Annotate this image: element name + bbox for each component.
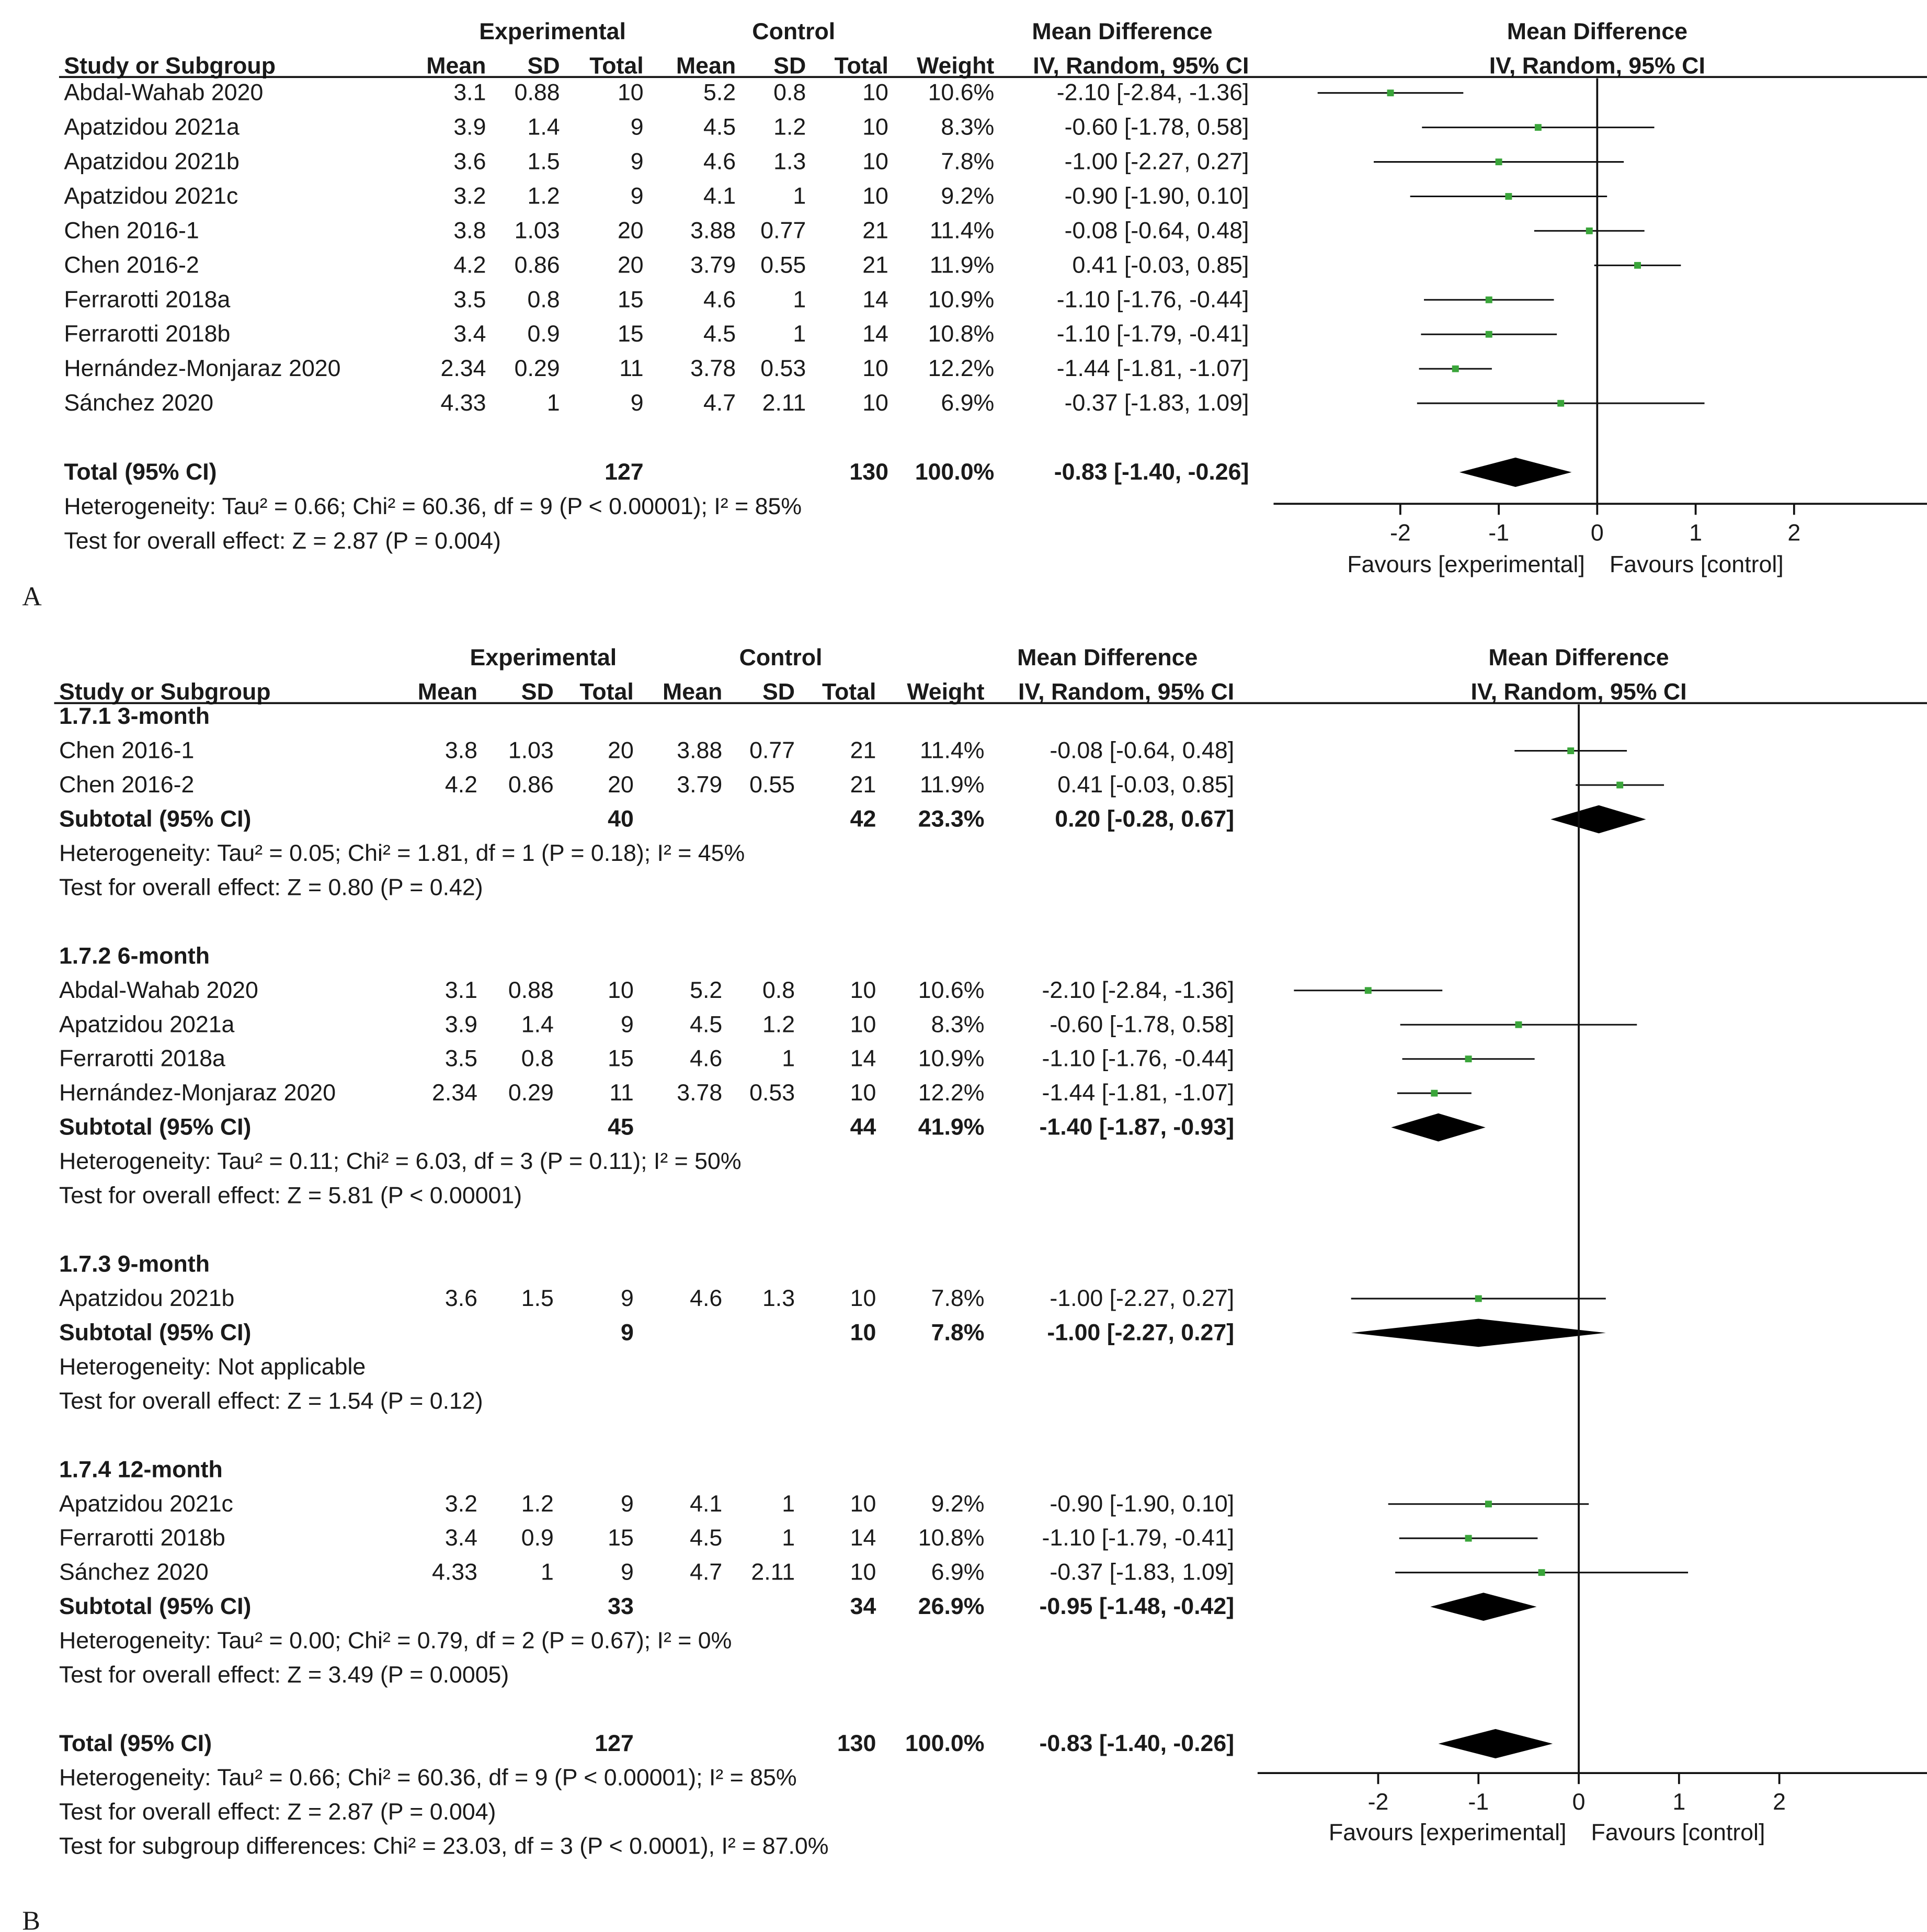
ctl-mean-value: 5.2 [703,79,736,106]
exp-mean-value: 2.34 [440,356,486,382]
weight-header: Weight [907,679,985,705]
statistics-note: Test for overall effect: Z = 5.81 (P < 0.00001) [59,1183,522,1209]
effect-ci-value: -0.08 [-0.64, 0.48] [1064,218,1249,244]
x-tick-label: -1 [1488,520,1509,546]
plot-method-header: IV, Random, 95% CI [1489,53,1705,79]
exp-total-value: 11 [609,1080,634,1106]
weight-value: 7.8% [931,1320,985,1346]
ctl-sd-value: 1 [793,183,806,209]
weight-value: 11.4% [920,737,985,764]
exp-total-value: 15 [608,1525,634,1551]
exp-mean-value: 2.34 [432,1080,478,1106]
favours-control-label: Favours [control] [1591,1820,1765,1846]
ctl-sd-header: SD [762,679,795,705]
ctl-total-value: 10 [862,79,888,106]
ctl-mean-header: Mean [663,679,723,705]
ctl-total-value: 10 [862,390,888,416]
effect-ci-value: 0.41 [-0.03, 0.85] [1072,252,1249,278]
panel-label: B [22,1906,40,1932]
weight-value: 10.6% [918,977,985,1003]
exp-total-value: 40 [608,806,634,832]
weight-value: 11.9% [920,772,985,798]
weight-value: 10.8% [928,321,995,347]
experimental-group-header: Experimental [470,644,617,670]
exp-total-value: 9 [620,1559,634,1585]
weight-value: 9.2% [931,1491,985,1517]
ctl-mean-value: 5.2 [690,977,723,1003]
ctl-total-value: 10 [850,1559,876,1585]
exp-sd-value: 0.29 [514,356,560,382]
effect-ci-value: -0.95 [-1.48, -0.42] [1039,1594,1235,1620]
exp-mean-value: 3.9 [444,1012,478,1038]
ctl-total-value: 130 [837,1731,876,1756]
exp-sd-value: 0.29 [508,1080,554,1106]
exp-total-header: Total [589,53,644,79]
x-tick-label: -2 [1389,520,1411,546]
x-tick-label: 1 [1689,520,1703,546]
effect-ci-value: -1.40 [-1.87, -0.93] [1039,1114,1235,1140]
study-name: Sánchez 2020 [59,1559,209,1585]
ctl-sd-value: 0.55 [749,772,795,798]
exp-total-value: 9 [620,1320,634,1346]
effect-marker [1365,987,1372,994]
favours-control-label: Favours [control] [1609,552,1784,578]
statistics-note: Heterogeneity: Tau² = 0.00; Chi² = 0.79, df = 2 (P = 0.67); I² = 0% [59,1628,732,1654]
exp-mean-value: 3.6 [444,1286,478,1311]
effect-ci-value: -0.60 [-1.78, 0.58] [1050,1012,1235,1038]
exp-sd-value: 1.03 [514,218,560,244]
study-name: Sánchez 2020 [64,390,214,416]
statistics-note: Test for subgroup differences: Chi² = 23.03, df = 3 (P < 0.0001), I² = 87.0% [59,1833,829,1859]
subgroup-heading: 1.7.3 9-month [59,1251,210,1277]
weight-value: 100.0% [915,459,995,485]
exp-mean-value: 3.4 [453,321,486,347]
ctl-total-value: 10 [862,114,888,140]
ctl-sd-value: 0.77 [760,218,806,244]
ctl-sd-value: 1.2 [762,1012,795,1038]
exp-sd-value: 1.2 [521,1491,554,1517]
exp-total-value: 9 [630,183,644,209]
ctl-mean-value: 4.6 [703,287,736,313]
forest-panel-b [22,645,1927,1932]
ctl-total-value: 10 [850,1491,876,1517]
weight-value: 12.2% [918,1080,985,1106]
exp-total-value: 9 [620,1491,634,1517]
ctl-sd-value: 0.53 [760,356,806,382]
ctl-total-value: 14 [850,1045,876,1072]
exp-total-value: 15 [617,287,644,313]
exp-mean-value: 3.5 [453,287,486,313]
statistics-note: Heterogeneity: Tau² = 0.05; Chi² = 1.81, df = 1 (P = 0.18); I² = 45% [59,840,745,866]
total-diamond [1459,458,1572,487]
weight-value: 8.3% [941,114,995,140]
subgroup-heading: 1.7.1 3-month [59,703,210,730]
ctl-total-value: 21 [862,252,888,278]
ctl-mean-value: 4.7 [690,1559,723,1585]
effect-ci-value: -0.83 [-1.40, -0.26] [1039,1731,1235,1756]
ctl-sd-value: 1 [793,287,806,313]
ctl-sd-value: 1 [782,1045,795,1072]
study-name: Abdal-Wahab 2020 [64,79,264,106]
statistics-note: Test for overall effect: Z = 2.87 (P = 0.004) [64,528,501,554]
mean-difference-header: Mean Difference [1017,644,1198,670]
weight-value: 6.9% [941,390,995,416]
effect-marker [1567,747,1574,754]
exp-mean-value: 4.33 [432,1559,478,1585]
subtotal-label: Subtotal (95% CI) [59,1114,252,1140]
favours-experimental-label: Favours [experimental] [1347,552,1585,578]
effect-marker [1557,400,1564,407]
effect-ci-value: -1.10 [-1.76, -0.44] [1042,1045,1235,1072]
ctl-sd-value: 0.8 [773,79,806,106]
effect-ci-value: -0.90 [-1.90, 0.10] [1050,1491,1235,1517]
exp-sd-header: SD [527,53,560,79]
ctl-mean-value: 3.88 [677,737,723,764]
exp-sd-value: 0.88 [508,977,554,1003]
ctl-sd-value: 1 [782,1525,795,1551]
exp-total-value: 11 [619,356,644,382]
ctl-mean-value: 4.5 [703,114,736,140]
effect-ci-value: -0.60 [-1.78, 0.58] [1064,114,1249,140]
ctl-total-value: 10 [850,977,876,1003]
ctl-total-value: 44 [850,1114,876,1140]
x-tick-label: -1 [1468,1789,1489,1815]
study-name: Chen 2016-1 [64,218,199,244]
effect-marker [1586,228,1593,234]
exp-sd-value: 1 [546,390,560,416]
effect-marker [1634,262,1641,269]
study-name: Hernández-Monjaraz 2020 [59,1080,336,1106]
ctl-sd-value: 0.77 [749,737,795,764]
exp-total-value: 20 [608,737,634,764]
exp-mean-value: 3.8 [444,737,478,764]
weight-value: 100.0% [905,1731,985,1756]
exp-total-value: 20 [617,218,644,244]
ctl-total-value: 14 [862,287,888,313]
exp-mean-value: 3.4 [444,1525,478,1551]
exp-total-value: 9 [630,114,644,140]
plot-mean-difference-header: Mean Difference [1488,644,1669,670]
ctl-total-value: 42 [850,806,876,832]
ci-method-header: IV, Random, 95% CI [1018,679,1235,705]
effect-ci-value: -1.10 [-1.76, -0.44] [1056,287,1249,313]
x-tick-label: 1 [1672,1789,1686,1815]
total-label: Total (95% CI) [64,459,217,485]
weight-value: 7.8% [941,149,995,175]
weight-value: 10.6% [928,79,995,106]
study-name: Chen 2016-2 [59,772,195,798]
study-name: Apatzidou 2021a [59,1012,235,1038]
ci-method-header: IV, Random, 95% CI [1033,53,1249,79]
effect-ci-value: -1.00 [-2.27, 0.27] [1064,149,1249,175]
statistics-note: Heterogeneity: Tau² = 0.11; Chi² = 6.03, df = 3 (P = 0.11); I² = 50% [59,1149,742,1175]
ctl-sd-value: 1.2 [773,114,806,140]
effect-ci-value: -1.44 [-1.81, -1.07] [1056,356,1249,382]
exp-total-value: 10 [608,977,634,1003]
weight-value: 6.9% [931,1559,985,1585]
effect-ci-value: 0.20 [-0.28, 0.67] [1055,806,1235,832]
exp-sd-value: 1.03 [508,737,554,764]
exp-mean-value: 3.6 [453,149,486,175]
effect-ci-value: -0.08 [-0.64, 0.48] [1050,737,1235,764]
exp-total-value: 45 [608,1114,634,1140]
effect-marker [1486,331,1492,338]
ctl-sd-header: SD [773,53,806,79]
effect-ci-value: -2.10 [-2.84, -1.36] [1042,977,1235,1003]
ctl-sd-value: 2.11 [751,1559,795,1585]
ctl-total-value: 10 [850,1012,876,1038]
effect-marker [1431,1090,1438,1097]
subgroup-heading: 1.7.2 6-month [59,943,210,969]
ctl-mean-value: 4.5 [690,1525,723,1551]
ctl-mean-value: 4.1 [703,183,736,209]
ctl-total-value: 21 [862,218,888,244]
study-name: Apatzidou 2021c [59,1491,233,1517]
study-column-header: Study or Subgroup [59,679,271,705]
weight-value: 41.9% [918,1114,985,1140]
exp-sd-value: 1.5 [521,1286,554,1311]
effect-marker [1535,124,1542,131]
ctl-sd-value: 1 [793,321,806,347]
ctl-mean-value: 3.78 [690,356,736,382]
exp-total-header: Total [579,679,634,705]
ctl-mean-value: 4.6 [703,149,736,175]
exp-total-value: 9 [620,1286,634,1311]
ctl-mean-value: 4.7 [703,390,736,416]
study-name: Abdal-Wahab 2020 [59,977,258,1003]
effect-marker [1496,158,1502,165]
plot-method-header: IV, Random, 95% CI [1470,679,1687,705]
plot-mean-difference-header: Mean Difference [1507,18,1687,44]
statistics-note: Heterogeneity: Not applicable [59,1354,366,1380]
exp-mean-value: 3.8 [453,218,486,244]
exp-sd-value: 1.2 [527,183,560,209]
exp-mean-header: Mean [426,53,486,79]
exp-mean-value: 3.5 [444,1045,478,1072]
effect-marker [1616,782,1623,789]
effect-marker [1485,1501,1492,1507]
effect-ci-value: -0.37 [-1.83, 1.09] [1050,1559,1235,1585]
exp-total-value: 10 [617,79,644,106]
ctl-total-value: 10 [850,1320,876,1346]
study-name: Ferrarotti 2018b [64,321,231,347]
exp-total-value: 33 [608,1594,634,1620]
ctl-mean-value: 4.5 [690,1012,723,1038]
ctl-total-value: 10 [850,1080,876,1106]
effect-ci-value: -0.83 [-1.40, -0.26] [1054,459,1249,485]
panel-label: A [22,582,42,612]
exp-sd-value: 1 [541,1559,554,1585]
weight-value: 9.2% [941,183,995,209]
study-name: Ferrarotti 2018b [59,1525,225,1551]
experimental-group-header: Experimental [479,18,626,44]
ctl-mean-value: 3.88 [690,218,736,244]
ctl-mean-value: 3.79 [677,772,723,798]
ctl-total-value: 14 [862,321,888,347]
ctl-total-value: 10 [862,183,888,209]
exp-mean-value: 3.9 [453,114,486,140]
effect-ci-value: -1.10 [-1.79, -0.41] [1056,321,1249,347]
effect-marker [1538,1569,1545,1576]
exp-total-value: 9 [620,1012,634,1038]
ctl-total-header: Total [834,53,888,79]
ctl-sd-value: 0.8 [762,977,795,1003]
subtotal-diamond [1351,1319,1606,1347]
subtotal-label: Subtotal (95% CI) [59,806,252,832]
exp-mean-value: 4.2 [444,772,478,798]
ctl-sd-value: 0.55 [760,252,806,278]
weight-value: 11.9% [929,252,995,278]
exp-sd-value: 0.86 [508,772,554,798]
statistics-note: Heterogeneity: Tau² = 0.66; Chi² = 60.36, df = 9 (P < 0.00001); I² = 85% [59,1765,797,1791]
effect-marker [1465,1055,1472,1062]
exp-sd-value: 0.8 [527,287,560,313]
effect-marker [1465,1535,1472,1542]
study-name: Hernández-Monjaraz 2020 [64,356,341,382]
statistics-note: Test for overall effect: Z = 3.49 (P = 0.0005) [59,1662,509,1688]
subtotal-label: Subtotal (95% CI) [59,1320,252,1346]
study-name: Chen 2016-1 [59,737,195,764]
ctl-total-header: Total [822,679,876,705]
effect-ci-value: -1.10 [-1.79, -0.41] [1042,1525,1235,1551]
ctl-mean-header: Mean [676,53,736,79]
effect-marker [1486,297,1492,303]
subtotal-diamond [1430,1593,1536,1621]
study-name: Apatzidou 2021b [59,1286,235,1311]
exp-sd-value: 1.5 [527,149,560,175]
exp-total-value: 9 [630,149,644,175]
control-group-header: Control [752,18,836,44]
exp-sd-value: 0.8 [521,1045,554,1072]
ctl-total-value: 10 [862,356,888,382]
exp-sd-value: 0.88 [514,79,560,106]
study-name: Ferrarotti 2018a [59,1045,225,1072]
exp-sd-value: 0.86 [514,252,560,278]
study-name: Apatzidou 2021b [64,149,240,175]
ctl-sd-value: 1 [782,1491,795,1517]
exp-total-value: 15 [608,1045,634,1072]
exp-total-value: 9 [630,390,644,416]
exp-mean-value: 3.2 [453,183,486,209]
x-tick-label: 0 [1590,520,1604,546]
weight-value: 7.8% [931,1286,985,1311]
exp-mean-value: 3.1 [444,977,478,1003]
ctl-mean-value: 3.78 [677,1080,723,1106]
total-diamond [1439,1729,1553,1758]
weight-value: 10.8% [918,1525,985,1551]
ctl-total-value: 21 [850,772,876,798]
subtotal-diamond [1550,805,1646,834]
statistics-note: Test for overall effect: Z = 0.80 (P = 0.42) [59,874,483,901]
study-name: Apatzidou 2021c [64,183,238,209]
exp-mean-value: 4.2 [453,252,486,278]
x-tick-label: -2 [1367,1789,1389,1815]
weight-value: 8.3% [931,1012,985,1038]
effect-marker [1475,1295,1482,1302]
weight-value: 26.9% [918,1594,985,1620]
mean-difference-header: Mean Difference [1032,18,1213,44]
ctl-mean-value: 4.5 [703,321,736,347]
ctl-mean-value: 4.1 [690,1491,723,1517]
effect-ci-value: 0.41 [-0.03, 0.85] [1057,772,1235,798]
effect-ci-value: -0.37 [-1.83, 1.09] [1064,390,1249,416]
exp-total-value: 127 [605,459,644,485]
ctl-total-value: 21 [850,737,876,764]
exp-sd-value: 0.9 [527,321,560,347]
effect-ci-value: -1.44 [-1.81, -1.07] [1042,1080,1235,1106]
ctl-mean-value: 4.6 [690,1286,723,1311]
study-name: Chen 2016-2 [64,252,199,278]
study-name: Apatzidou 2021a [64,114,240,140]
effect-marker [1387,89,1394,96]
weight-value: 12.2% [928,356,995,382]
ctl-mean-value: 4.6 [690,1045,723,1072]
exp-mean-value: 3.1 [453,79,486,106]
exp-total-value: 15 [617,321,644,347]
effect-ci-value: -0.90 [-1.90, 0.10] [1064,183,1249,209]
exp-sd-value: 1.4 [521,1012,554,1038]
weight-header: Weight [917,53,995,79]
ctl-total-value: 14 [850,1525,876,1551]
ctl-total-value: 34 [850,1594,876,1620]
x-tick-label: 2 [1773,1789,1786,1815]
x-tick-label: 0 [1572,1789,1586,1815]
exp-mean-value: 4.33 [440,390,486,416]
subtotal-label: Subtotal (95% CI) [59,1594,252,1620]
ctl-sd-value: 1.3 [762,1286,795,1311]
subgroup-heading: 1.7.4 12-month [59,1457,223,1483]
ctl-total-value: 10 [862,149,888,175]
control-group-header: Control [739,644,823,670]
effect-ci-value: -2.10 [-2.84, -1.36] [1056,79,1249,106]
x-tick-label: 2 [1787,520,1801,546]
study-column-header: Study or Subgroup [64,53,276,79]
ctl-total-value: 130 [849,459,888,485]
ctl-sd-value: 2.11 [762,390,806,416]
forest-panel-a [22,19,1927,611]
statistics-note: Test for overall effect: Z = 2.87 (P = 0.004) [59,1799,496,1825]
weight-value: 23.3% [918,806,985,832]
exp-total-value: 20 [617,252,644,278]
statistics-note: Test for overall effect: Z = 1.54 (P = 0.12) [59,1388,483,1414]
exp-sd-header: SD [521,679,554,705]
ctl-sd-value: 0.53 [749,1080,795,1106]
favours-experimental-label: Favours [experimental] [1328,1820,1567,1846]
exp-sd-value: 0.9 [521,1525,554,1551]
effect-ci-value: -1.00 [-2.27, 0.27] [1047,1320,1235,1346]
weight-value: 10.9% [918,1045,985,1072]
ctl-sd-value: 1.3 [773,149,806,175]
effect-marker [1452,366,1459,372]
ctl-total-value: 10 [850,1286,876,1311]
effect-ci-value: -1.00 [-2.27, 0.27] [1050,1286,1235,1311]
ctl-mean-value: 3.79 [690,252,736,278]
statistics-note: Heterogeneity: Tau² = 0.66; Chi² = 60.36, df = 9 (P < 0.00001); I² = 85% [64,494,802,519]
exp-mean-header: Mean [417,679,478,705]
effect-marker [1505,193,1512,200]
subtotal-diamond [1391,1113,1485,1142]
exp-mean-value: 3.2 [444,1491,478,1517]
weight-value: 11.4% [929,218,995,244]
study-name: Ferrarotti 2018a [64,287,231,313]
exp-sd-value: 1.4 [527,114,560,140]
weight-value: 10.9% [928,287,995,313]
exp-total-value: 127 [595,1731,634,1756]
effect-marker [1515,1021,1522,1028]
exp-total-value: 20 [608,772,634,798]
total-label: Total (95% CI) [59,1731,212,1756]
